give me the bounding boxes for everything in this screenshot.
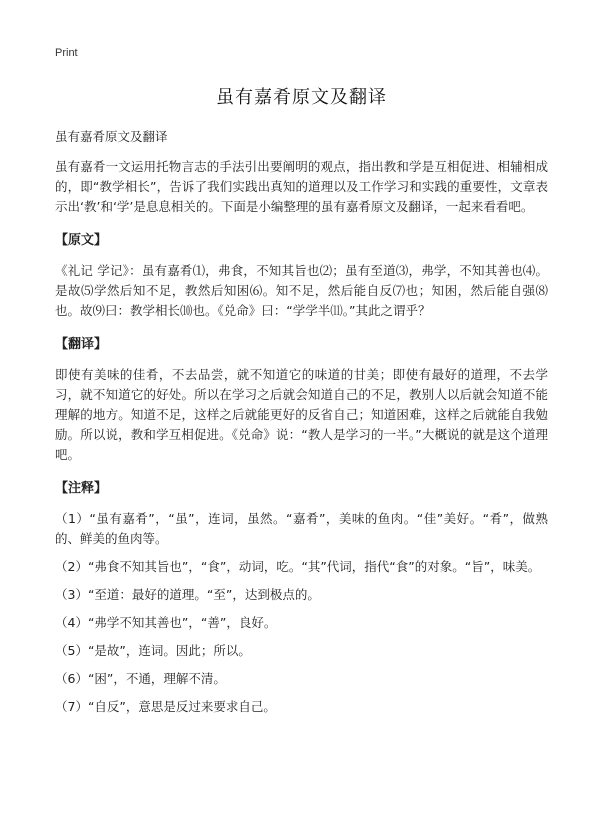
- note-item-6: （6）“困”，不通，理解不清。: [55, 671, 226, 686]
- article-subtitle: 虽有嘉肴原文及翻译: [55, 129, 168, 144]
- note-item-3: （3）“至道：最好的道理。“至”，达到极点的。: [55, 587, 320, 602]
- translation-text: 即使有美味的佳肴，不去品尝，就不知道它的味道的甘美；即使有最好的道理，不去学习，就不知道它的好处。所以在学习之后就会知道自己的不足，教别人以后就会知道不能理解的地方。知道不足，这样之后就能更好的反省自己；知道困难，这样之后就能自我勉励。所以说，教和学互相促进。《兑命》说：“教人是学习的一半。”大概说的就是这个道理吧。: [55, 367, 548, 462]
- note-item-5: （5）“是故”，连词。因此；所以。: [55, 643, 251, 658]
- note-item-7: （7）“自反”，意思是反过来要求自己。: [55, 699, 276, 714]
- note-item-1: （1）“虽有嘉肴”，“虽”，连词，虽然。“嘉肴”，美味的鱼肉。“佳”美好。“肴”，做熟的、鲜美的鱼肉等。: [55, 511, 548, 546]
- original-heading: 【原文】: [55, 233, 108, 248]
- note-item-4: （4）“弗学不知其善也”，“善”，良好。: [55, 615, 277, 630]
- notes-list: [55, 509, 548, 717]
- notes-heading: 【注释】: [55, 481, 108, 496]
- intro-paragraph: 虽有嘉肴一文运用托物言志的手法引出要阐明的观点，指出教和学是互相促进、相辅相成的，即“教学相长”，告诉了我们实践出真知的道理以及工作学习和实践的重要性，文章表示出‘教’和‘学’是息息相关的。下面是小编整理的虽有嘉肴原文及翻译，一起来看看吧。: [55, 159, 548, 214]
- page-title: 虽有嘉肴原文及翻译: [216, 87, 387, 108]
- note-item-2: （2）“弗食不知其旨也”，“食”，动词，吃。“其”代词，指代“食”的对象。“旨”，味美。: [55, 559, 541, 574]
- translation-heading: 【翻译】: [55, 337, 108, 352]
- print-link[interactable]: Print: [55, 47, 78, 59]
- original-text: 《礼记 学记》：虽有嘉肴⑴，弗食，不知其旨也⑵；虽有至道⑶，弗学，不知其善也⑷。是故⑸学然后知不足，教然后知困⑹。知不足，然后能自反⑺也；知困，然后能自强⑻也。故⑼曰：教学相长⑽也。《兑命》曰：“学学半⑾。”其此之谓乎？: [55, 263, 548, 318]
